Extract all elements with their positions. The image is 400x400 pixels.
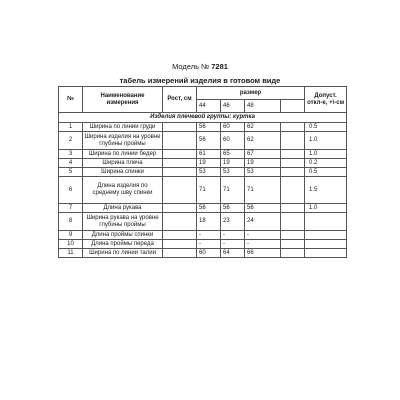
row-value-48: - <box>245 231 281 240</box>
row-empty-cell <box>281 249 305 258</box>
row-number: 5 <box>59 168 83 177</box>
row-empty-cell <box>281 123 305 132</box>
header-size: размер <box>197 87 305 100</box>
document-title <box>0 62 400 71</box>
row-value-46: 60 <box>221 123 245 132</box>
model-number: 7281 <box>211 62 228 71</box>
row-value-44: 71 <box>197 177 221 204</box>
row-tolerance: 0.2 <box>305 159 347 168</box>
row-value-46: - <box>221 240 245 249</box>
row-measurement-name: Ширина изделия на уровне глубины проймы <box>83 132 163 150</box>
row-value-46: 53 <box>221 168 245 177</box>
row-empty-cell <box>281 132 305 150</box>
row-value-44: 60 <box>197 249 221 258</box>
header-name: Наименование измерения <box>83 87 163 113</box>
row-measurement-name: Ширина по линии талии <box>83 249 163 258</box>
row-tolerance <box>305 231 347 240</box>
header-size-44: 44 <box>197 100 221 113</box>
row-value-48: - <box>245 240 281 249</box>
table-row <box>59 249 347 258</box>
row-tolerance: 0.5 <box>305 168 347 177</box>
row-number: 7 <box>59 204 83 213</box>
row-number: 8 <box>59 213 83 231</box>
row-measurement-name: Ширина рукава на уровне глубины проймы <box>83 213 163 231</box>
row-empty-cell <box>281 204 305 213</box>
row-value-48: 71 <box>245 177 281 204</box>
row-empty-cell <box>281 168 305 177</box>
row-measurement-name: Длина проймы переда <box>83 240 163 249</box>
row-number: 3 <box>59 150 83 159</box>
row-measurement-name: Длина рукава <box>83 204 163 213</box>
row-value-46: 64 <box>221 249 245 258</box>
row-empty-cell <box>281 159 305 168</box>
row-tolerance: 1.0 <box>305 132 347 150</box>
row-value-44: 53 <box>197 168 221 177</box>
header-size-46: 46 <box>221 100 245 113</box>
row-height-cell <box>163 150 197 159</box>
row-measurement-name: Ширина по линии груди <box>83 123 163 132</box>
row-height-cell <box>163 213 197 231</box>
row-number: 11 <box>59 249 83 258</box>
table-row <box>59 231 347 240</box>
row-measurement-name: Длина изделия по среднему шву спинки <box>83 177 163 204</box>
table-row <box>59 123 347 132</box>
row-value-46: 23 <box>221 213 245 231</box>
table-row <box>59 159 347 168</box>
document-subtitle: табель измерений изделия в готовом виде <box>119 76 281 85</box>
row-value-48: 66 <box>245 249 281 258</box>
row-empty-cell <box>281 240 305 249</box>
table-row <box>59 177 347 204</box>
row-height-cell <box>163 159 197 168</box>
header-height: Рост, см <box>163 87 197 113</box>
row-value-44: - <box>197 231 221 240</box>
header-tolerance: Допуст. откл-е, +\-см <box>305 87 347 113</box>
row-tolerance <box>305 213 347 231</box>
table-row <box>59 168 347 177</box>
table-row <box>59 132 347 150</box>
row-empty-cell <box>281 150 305 159</box>
row-tolerance <box>305 240 347 249</box>
row-empty-cell <box>281 231 305 240</box>
section-title: Изделия плечевой группы: куртка <box>59 113 347 123</box>
row-measurement-name: Ширина по линии бедер <box>83 150 163 159</box>
row-tolerance <box>305 249 347 258</box>
row-value-46: - <box>221 231 245 240</box>
row-value-48: 53 <box>245 168 281 177</box>
row-value-46: 56 <box>221 204 245 213</box>
row-value-48: 62 <box>245 132 281 150</box>
row-value-44: 18 <box>197 213 221 231</box>
table-row <box>59 204 347 213</box>
row-tolerance: 1.5 <box>305 177 347 204</box>
row-tolerance: 1.0 <box>305 204 347 213</box>
row-height-cell <box>163 168 197 177</box>
row-height-cell <box>163 123 197 132</box>
row-tolerance: 1.0 <box>305 150 347 159</box>
row-number: 2 <box>59 132 83 150</box>
row-value-48: 56 <box>245 204 281 213</box>
row-empty-cell <box>281 177 305 204</box>
row-value-48: 67 <box>245 150 281 159</box>
row-value-48: 62 <box>245 123 281 132</box>
row-number: 10 <box>59 240 83 249</box>
header-size-empty <box>281 100 305 113</box>
row-value-46: 71 <box>221 177 245 204</box>
row-measurement-name: Ширина спинки <box>83 168 163 177</box>
table-row <box>59 213 347 231</box>
row-height-cell <box>163 240 197 249</box>
row-tolerance: 0.5 <box>305 123 347 132</box>
row-number: 9 <box>59 231 83 240</box>
row-value-46: 65 <box>221 150 245 159</box>
row-value-46: 19 <box>221 159 245 168</box>
row-height-cell <box>163 132 197 150</box>
header-size-48: 48 <box>245 100 281 113</box>
measurement-table <box>58 86 347 258</box>
row-measurement-name: Длина проймы спинки <box>83 231 163 240</box>
row-height-cell <box>163 177 197 204</box>
row-value-44: 56 <box>197 132 221 150</box>
row-height-cell <box>163 231 197 240</box>
row-empty-cell <box>281 213 305 231</box>
table-row <box>59 150 347 159</box>
row-value-46: 60 <box>221 132 245 150</box>
row-height-cell <box>163 249 197 258</box>
row-value-44: 56 <box>197 123 221 132</box>
row-number: 1 <box>59 123 83 132</box>
table-row <box>59 240 347 249</box>
row-value-48: 24 <box>245 213 281 231</box>
row-measurement-name: Ширина плеча <box>83 159 163 168</box>
header-num: № <box>59 87 83 113</box>
row-number: 6 <box>59 177 83 204</box>
row-value-48: 19 <box>245 159 281 168</box>
row-height-cell <box>163 204 197 213</box>
row-value-44: 56 <box>197 204 221 213</box>
model-prefix: Модель № <box>172 62 210 71</box>
row-value-44: 61 <box>197 150 221 159</box>
row-value-44: - <box>197 240 221 249</box>
row-value-44: 19 <box>197 159 221 168</box>
row-number: 4 <box>59 159 83 168</box>
